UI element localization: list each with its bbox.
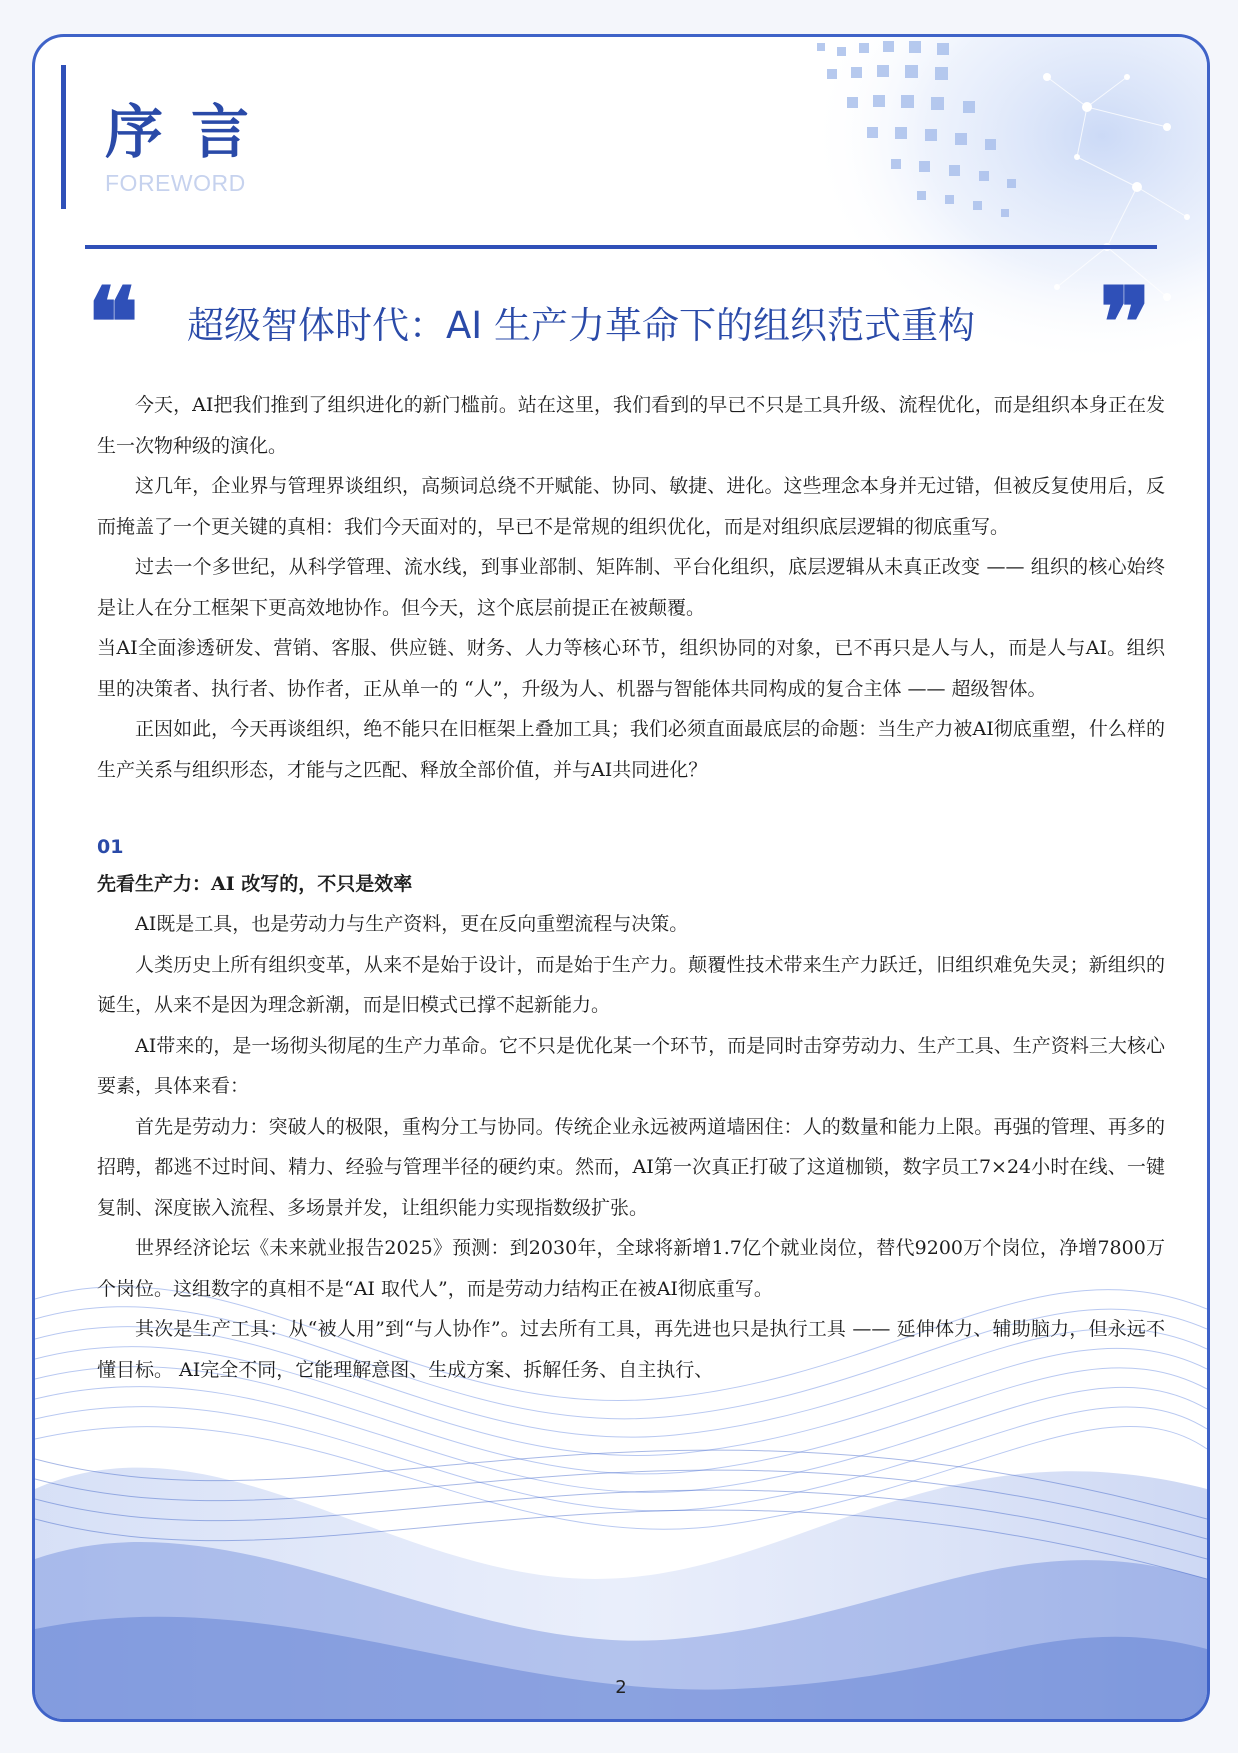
page-title: 序言 [105, 98, 278, 166]
paragraph: 今天，AI把我们推到了组织进化的新门槛前。站在这里，我们看到的早已不只是工具升级、流程优化，而是组织本身正在发生一次物种级的演化。 [97, 394, 1165, 457]
paragraph: AI带来的，是一场彻头彻尾的生产力革命。它不只是优化某一个环节，而是同时击穿劳动力、生产工具、生产资料三大核心要素，具体来看： [97, 1034, 1165, 1097]
body-text [97, 385, 1165, 1390]
open-quote-icon: ❝ [87, 266, 139, 379]
paragraph: 过去一个多世纪，从科学管理、流水线，到事业部制、矩阵制、平台化组织，底层逻辑从未真正改变 —— 组织的核心始终是让人在分工框架下更高效地协作。但今天，这个底层前提正在被颠覆。 [97, 556, 1165, 619]
page-subtitle: FOREWORD [105, 170, 246, 196]
paragraph: 世界经济论坛《未来就业报告2025》预测：到2030年，全球将新增1.7亿个就业岗位，替代9200万个岗位，净增7800万个岗位。这组数字的真相不是“AI 取代人”，而是劳动力结构正在被AI彻底重写。 [97, 1237, 1165, 1300]
headline: 超级智体时代：AI 生产力革命下的组织范式重构 [187, 304, 975, 347]
paragraph: 首先是劳动力：突破人的极限，重构分工与协同。传统企业永远被两道墙困住：人的数量和能力上限。再强的管理、再多的招聘，都逃不过时间、精力、经验与管理半径的硬约束。然而，AI第一次真正打破了这道枷锁，数字员工7×24小时在线、一键复制、深度嵌入流程、多场景并发，让组织能力实现指数级扩张。 [97, 1115, 1165, 1219]
title-accent-bar [61, 65, 66, 209]
close-quote-icon: ❞ [1099, 266, 1151, 379]
section-number: 01 [97, 836, 124, 858]
paragraph: 正因如此，今天再谈组织，绝不能只在旧框架上叠加工具；我们必须直面最底层的命题：当生产力被AI彻底重塑，什么样的生产关系与组织形态，才能与之匹配、释放全部价值，并与AI共同进化？ [97, 718, 1165, 781]
paragraph: 这几年，企业界与管理界谈组织，高频词总绕不开赋能、协同、敏捷、进化。这些理念本身并无过错，但被反复使用后，反而掩盖了一个更关键的真相：我们今天面对的，早已不是常规的组织优化，而是对组织底层逻辑的彻底重写。 [97, 475, 1165, 538]
paragraph: 其次是生产工具：从“被人用”到“与人协作”。过去所有工具，再先进也只是执行工具 —— 延伸体力、辅助脑力，但永远不懂目标。 AI完全不同，它能理解意图、生成方案、拆解任务、自主执行、 [97, 1318, 1165, 1381]
paragraph: AI既是工具，也是劳动力与生产资料，更在反向重塑流程与决策。 [135, 913, 689, 935]
page [32, 34, 1210, 1722]
section-title: 先看生产力：AI 改写的，不只是效率 [97, 873, 413, 895]
paragraph: 当AI全面渗透研发、营销、客服、供应链、财务、人力等核心环节，组织协同的对象，已不再只是人与人，而是人与AI。组织里的决策者、执行者、协作者，正从单一的 “人”，升级为人、机器与智能体共同构成的复合主体 —— 超级智体。 [97, 637, 1165, 700]
page-number: 2 [615, 1677, 627, 1698]
header-divider [85, 245, 1157, 249]
paragraph: 人类历史上所有组织变革，从来不是始于设计，而是始于生产力。颠覆性技术带来生产力跃迁，旧组织难免失灵；新组织的诞生，从来不是因为理念新潮，而是旧模式已撑不起新能力。 [97, 953, 1165, 1016]
